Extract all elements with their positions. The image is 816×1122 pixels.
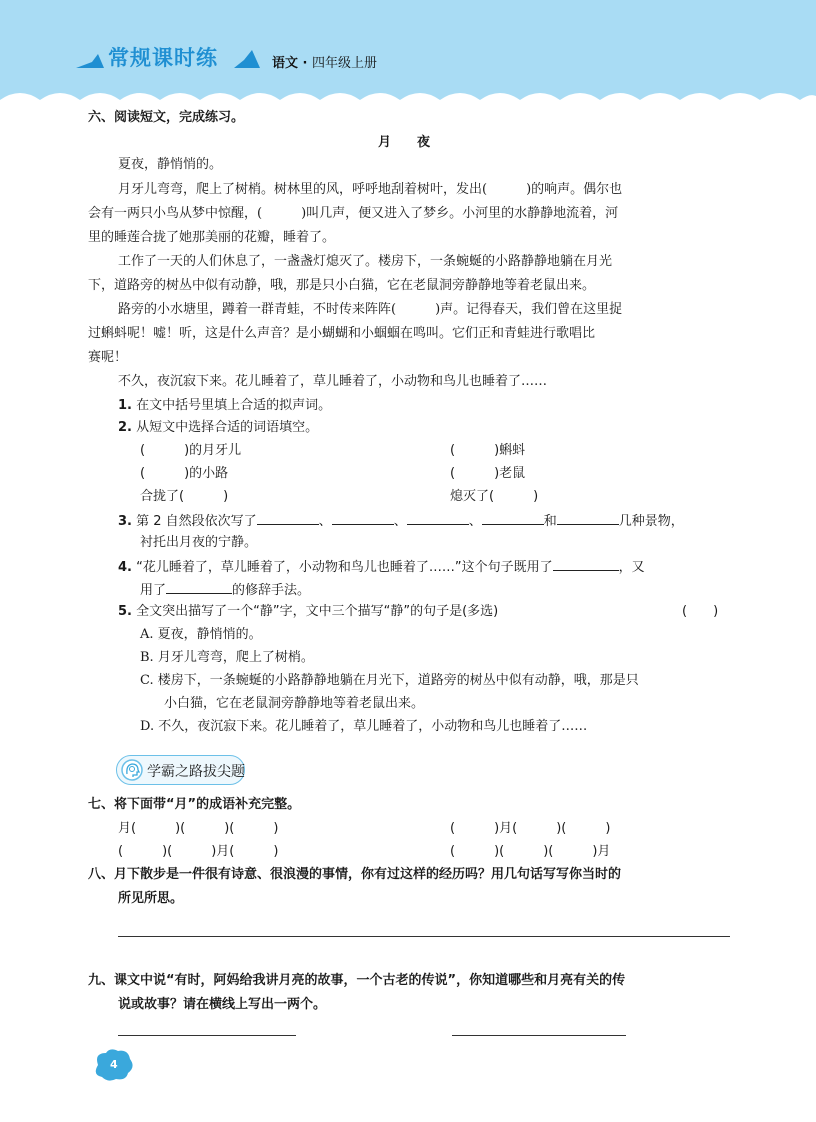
badge-label: 学霸之路拔尖题 [147, 764, 245, 780]
idiom-fill[interactable]: ( )月( )( ) [450, 821, 611, 836]
answer-line[interactable] [257, 512, 319, 525]
page-header [0, 0, 816, 100]
idiom-fill[interactable]: ( )( )( )月 [450, 844, 611, 859]
section8-heading-cont: 所见所思。 [118, 891, 184, 906]
section8-heading: 八、月下散步是一件很有诗意、很浪漫的事情，你有过这样的经历吗？用几句话写写你当时的 [88, 867, 622, 882]
question-2: 2. 从短文中选择合适的词语填空。 [118, 420, 319, 435]
answer-line[interactable] [553, 558, 619, 571]
writing-line[interactable] [118, 1035, 296, 1036]
header-scallop-edge [0, 76, 816, 100]
option-a[interactable]: A. 夏夜，静悄悄的。 [140, 627, 262, 642]
passage-line: 里的睡莲合拢了她那美丽的花瓣，睡着了。 [88, 230, 336, 245]
passage-line: 夏夜，静悄悄的。 [118, 157, 223, 172]
question-5: 5. 全文突出描写了一个“静”字，文中三个描写“静”的句子是(多选) [118, 604, 499, 619]
passage-line: 工作了一天的人们休息了，一盏盏灯熄灭了。楼房下，一条蜿蜒的小路静静地躺在月光 [118, 254, 613, 269]
q2-fill-blank[interactable]: ( )的小路 [140, 466, 229, 481]
writing-line[interactable] [452, 1035, 626, 1036]
answer-line[interactable] [332, 512, 394, 525]
section6-heading: 六、阅读短文，完成练习。 [88, 110, 245, 125]
q2-fill-blank[interactable]: 熄灭了( ) [450, 489, 539, 504]
q2-fill-blank[interactable]: 合拢了( ) [140, 489, 229, 504]
q2-fill-blank[interactable]: ( )老鼠 [450, 466, 526, 481]
page-number: 4 [110, 1058, 118, 1071]
passage-line: 过蝌蚪呢！嘘！听，这是什么声音？是小蝴蝴和小蝈蝈在鸣叫。它们正和青蛙进行歌唱比 [88, 326, 596, 341]
writing-line[interactable] [118, 936, 730, 937]
option-d[interactable]: D. 不久，夜沉寂下来。花儿睡着了，草儿睡着了，小动物和鸟儿也睡着了…… [140, 719, 588, 734]
question-3: 3. 第 2 自然段依次写了 、 、 、 和 几种景物， [118, 514, 684, 529]
option-b[interactable]: B. 月牙儿弯弯，爬上了树梢。 [140, 650, 314, 665]
section9-heading: 九、课文中说“有时，阿妈给我讲月亮的故事，一个古老的传说”，你知道哪些和月亮有关的传 [88, 973, 626, 988]
passage-title: 月 夜 [378, 135, 431, 150]
head-brain-icon [121, 759, 143, 781]
passage-line: 月牙儿弯弯，爬上了树梢。树林里的风，呼呼地刮着树叶，发出( )的响声。偶尔也 [118, 182, 623, 197]
question-4: 4. “花儿睡着了，草儿睡着了，小动物和鸟儿也睡着了……”这个句子既用了 ，又 [118, 560, 645, 575]
subject-grade: 语文 · 四年级上册 [272, 56, 378, 71]
option-c-cont: 小白猫，它在老鼠洞旁静静地等着老鼠出来。 [164, 696, 425, 711]
option-c[interactable]: C. 楼房下，一条蜿蜒的小路静静地躺在月光下，道路旁的树丛中似有动静，哦，那是只 [140, 673, 639, 688]
answer-line[interactable] [482, 512, 544, 525]
q2-fill-blank[interactable]: ( )蝌蚪 [450, 443, 526, 458]
passage-line: 会有一两只小鸟从梦中惊醒，( )叫几声，便又进入了梦乡。小河里的水静静地流着，河 [88, 206, 619, 221]
answer-paren[interactable]: ( ) [682, 604, 719, 619]
question-1: 1. 在文中括号里填上合适的拟声词。 [118, 398, 332, 413]
left-flag-icon [76, 52, 106, 70]
section7-heading: 七、将下面带“月”的成语补充完整。 [88, 797, 301, 812]
idiom-fill[interactable]: 月( )( )( ) [118, 821, 279, 836]
passage-line: 下，道路旁的树丛中似有动静，哦，那是只小白猫，它在老鼠洞旁静静地等着老鼠出来。 [88, 278, 596, 293]
question-3-cont: 衬托出月夜的宁静。 [140, 535, 258, 550]
section9-heading-cont: 说或故事？请在横线上写出一两个。 [118, 997, 327, 1012]
right-flag-icon [232, 48, 262, 70]
question-4-cont: 用了 的修辞手法。 [140, 583, 311, 598]
q2-fill-blank[interactable]: ( )的月牙儿 [140, 443, 242, 458]
answer-line[interactable] [557, 512, 619, 525]
passage-line: 赛呢！ [88, 350, 128, 365]
brand-title: 常规课时练 [108, 45, 218, 70]
passage-line: 不久，夜沉寂下来。花儿睡着了，草儿睡着了，小动物和鸟儿也睡着了…… [118, 374, 548, 389]
challenge-badge [116, 755, 245, 785]
answer-line[interactable] [407, 512, 469, 525]
answer-line[interactable] [166, 581, 232, 594]
idiom-fill[interactable]: ( )( )月( ) [118, 844, 279, 859]
passage-line: 路旁的小水塘里，蹲着一群青蛙，不时传来阵阵( )声。记得春天，我们曾在这里捉 [118, 302, 623, 317]
